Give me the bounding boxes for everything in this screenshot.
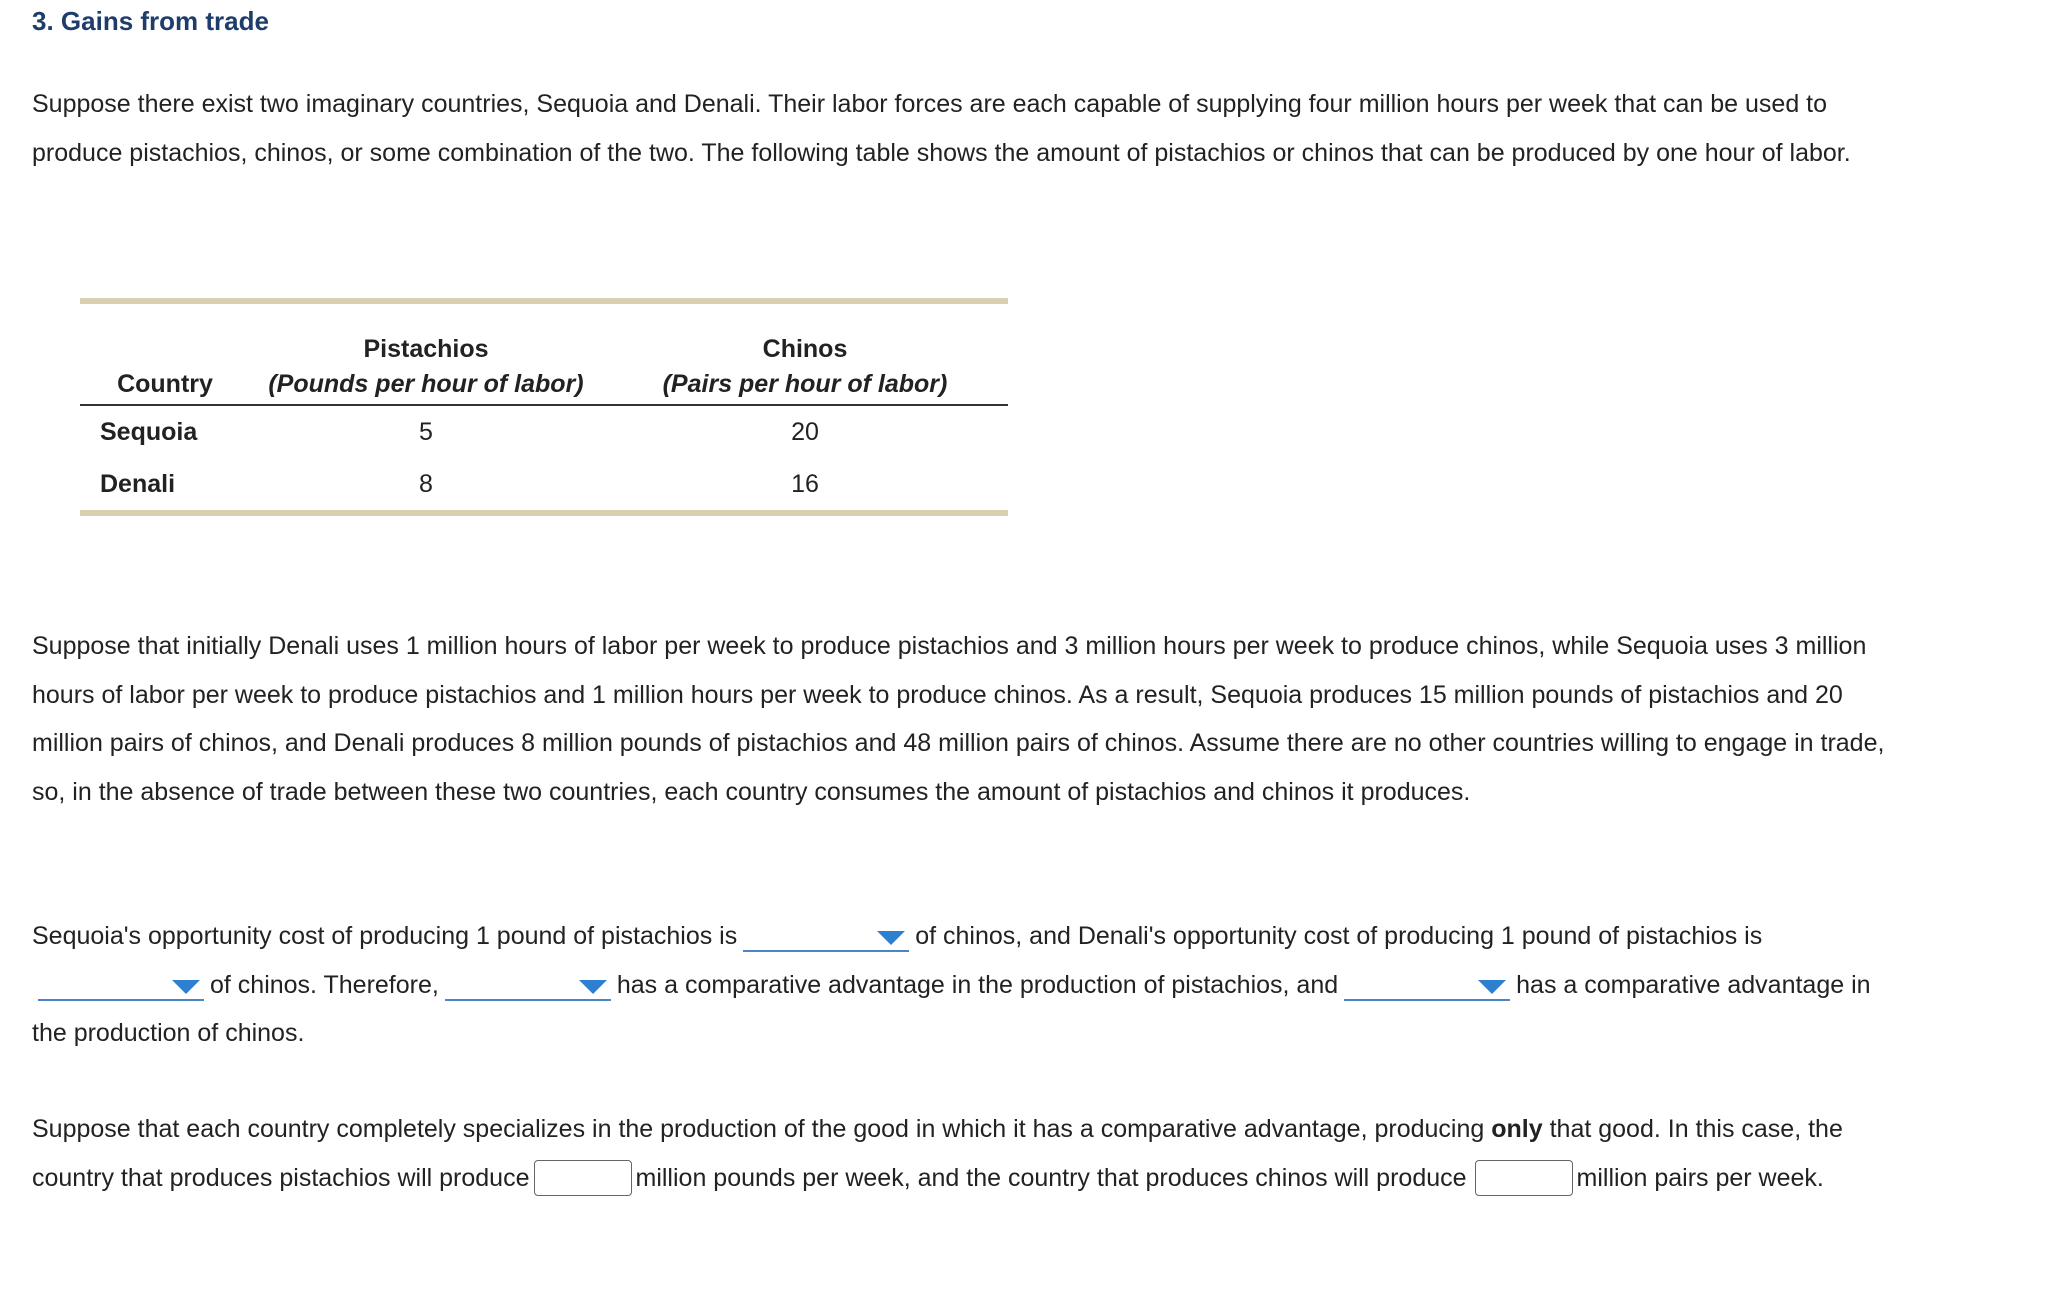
opp-text-2: of chinos, and Denali's opportunity cost of producing 1 pound of pistachios is [915, 922, 1763, 950]
header-blank [80, 304, 250, 364]
spec-text-2: that good. In this case, the country that produces pistachios will produce [32, 1115, 1843, 1192]
pistachio-advantage-dropdown[interactable] [445, 969, 611, 1001]
row-country: Denali [100, 469, 176, 498]
row-pistachios: 5 [419, 417, 433, 446]
chevron-down-icon [1478, 980, 1506, 994]
header-country: Country [80, 364, 250, 405]
opp-text-5: has a comparative advantage in the production of chinos. [32, 970, 1871, 1047]
chinos-amount-input[interactable] [1475, 1160, 1573, 1196]
spec-text-4: million pairs per week. [1576, 1163, 1824, 1192]
sequoia-cost-dropdown[interactable] [743, 920, 909, 952]
intro-paragraph: Suppose there exist two imaginary countries, Sequoia and Denali. Their labor forces are each capable of supplying four million hours per week that can be used to produce pistachios, chinos, or some combination of the two. The following table shows the amount of pistachios or chinos that can be produced by one hour of labor. [32, 90, 1851, 167]
row-chinos: 20 [791, 417, 819, 446]
chino-advantage-dropdown[interactable] [1344, 969, 1510, 1001]
header-chinos: Chinos [762, 335, 848, 363]
chevron-down-icon [172, 980, 200, 994]
spec-emphasis: only [1491, 1115, 1543, 1143]
specialization-paragraph [32, 1105, 1892, 1202]
row-chinos: 16 [791, 469, 819, 498]
opp-text-4: has a comparative advantage in the production of pistachios, and [616, 970, 1339, 999]
row-country: Sequoia [100, 417, 198, 446]
row-pistachios: 8 [419, 469, 433, 498]
opp-text-1: Sequoia's opportunity cost of producing 1 pound of pistachios is [32, 922, 738, 950]
table-bottom-rule [80, 510, 1008, 516]
opp-text-3: of chinos. Therefore, [210, 970, 439, 999]
header-chinos-units: (Pairs per hour of labor) [602, 364, 1008, 405]
pistachios-amount-input[interactable] [534, 1160, 632, 1196]
header-pistachios-units: (Pounds per hour of labor) [250, 364, 602, 405]
denali-cost-dropdown[interactable] [38, 969, 204, 1001]
question-title: 3. Gains from trade [32, 6, 269, 36]
chevron-down-icon [579, 980, 607, 994]
table-row [80, 458, 1008, 510]
spec-text-3: million pounds per week, and the country that produces chinos will produce [635, 1163, 1467, 1192]
table-row [80, 405, 1008, 458]
spec-text-1: Suppose that each country completely specializes in the production of the good in which it has a comparative advantage, producing [32, 1115, 1485, 1143]
productivity-table-grid [80, 304, 1008, 510]
header-pistachios: Pistachios [363, 335, 489, 363]
productivity-table [80, 298, 1008, 516]
initial-production-paragraph: Suppose that initially Denali uses 1 million hours of labor per week to produce pistachios and 3 million hours per week to produce chinos, while Sequoia uses 3 million hours of labor per week to produce pistachios and 1 million hours per week to produce chinos. As a result, Sequoia produces 15 million pounds of pistachios and 20 million pairs of chinos, and Denali produces 8 million pounds of pistachios and 48 million pairs of chinos. Assume there are no other countries willing to engage in trade, so, in the absence of trade between these two countries, each country consumes the amount of pistachios and chinos it produces. [32, 632, 1885, 806]
opportunity-cost-paragraph [32, 912, 1892, 1058]
chevron-down-icon [877, 931, 905, 945]
